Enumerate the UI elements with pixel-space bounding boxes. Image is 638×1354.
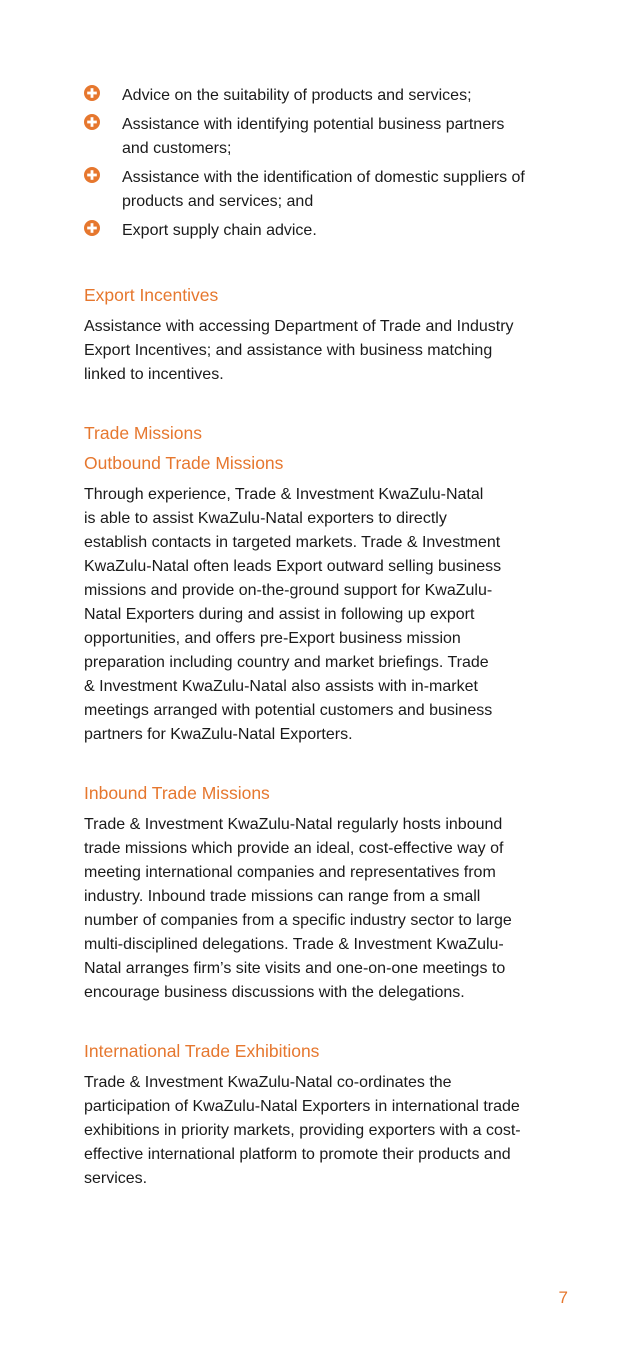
bullet-text: Advice on the suitability of products and services; xyxy=(122,87,472,104)
bullet-item xyxy=(84,84,564,108)
outbound-trade-missions-heading: Outbound Trade Missions xyxy=(84,453,284,473)
international-trade-exhibitions-heading: International Trade Exhibitions xyxy=(84,1041,320,1061)
plus-circle-icon xyxy=(84,85,100,101)
inbound-trade-missions-heading: Inbound Trade Missions xyxy=(84,783,270,803)
international-trade-exhibitions-body: Trade & Investment KwaZulu-Natal co-ordinates the participation of KwaZulu-Natal Exporters in international trade exhibitions in priority markets, providing exporters with a cost- effective international platform to promote their products and services. xyxy=(84,1074,521,1187)
plus-circle-icon xyxy=(84,114,100,130)
bullet-text: Assistance with identifying potential business partners and customers; xyxy=(122,116,505,157)
inbound-trade-missions-body: Trade & Investment KwaZulu-Natal regularly hosts inbound trade missions which provide an ideal, cost-effective way of meeting international companies and representatives from industry. Inbound trade missions can range from a small number of companies from a specific industry sector to large multi-disciplined delegations. Trade & Investment KwaZulu- Natal arranges firm’s site visits and one-on-one meetings to encourage business discussions with the delegations. xyxy=(84,816,512,1001)
page-number: 7 xyxy=(558,1288,568,1307)
bullet-item xyxy=(84,219,564,243)
export-incentives-body: Assistance with accessing Department of Trade and Industry Export Incentives; and assistance with business matching linked to incentives. xyxy=(84,318,514,383)
plus-circle-icon xyxy=(84,167,100,183)
bullet-item xyxy=(84,166,564,214)
export-incentives-heading: Export Incentives xyxy=(84,285,219,305)
service-bullet-list xyxy=(84,84,564,248)
bullet-text: Assistance with the identification of domestic suppliers of products and services; and xyxy=(122,169,525,210)
bullet-text: Export supply chain advice. xyxy=(122,222,317,239)
outbound-trade-missions-body: Through experience, Trade & Investment KwaZulu-Natal is able to assist KwaZulu-Natal exporters to directly establish contacts in targeted markets. Trade & Investment KwaZulu-Natal often leads Export outward selling business missions and provide on-the-ground support for KwaZulu- Natal Exporters during and assist in following up export opportunities, and offers pre-Export business mission preparation including country and market briefings. Trade & Investment KwaZulu-Natal also assists with in-market meetings arranged with potential customers and business partners for KwaZulu-Natal Exporters. xyxy=(84,486,502,743)
trade-missions-heading: Trade Missions xyxy=(84,423,202,443)
plus-circle-icon xyxy=(84,220,100,236)
bullet-item xyxy=(84,113,564,161)
